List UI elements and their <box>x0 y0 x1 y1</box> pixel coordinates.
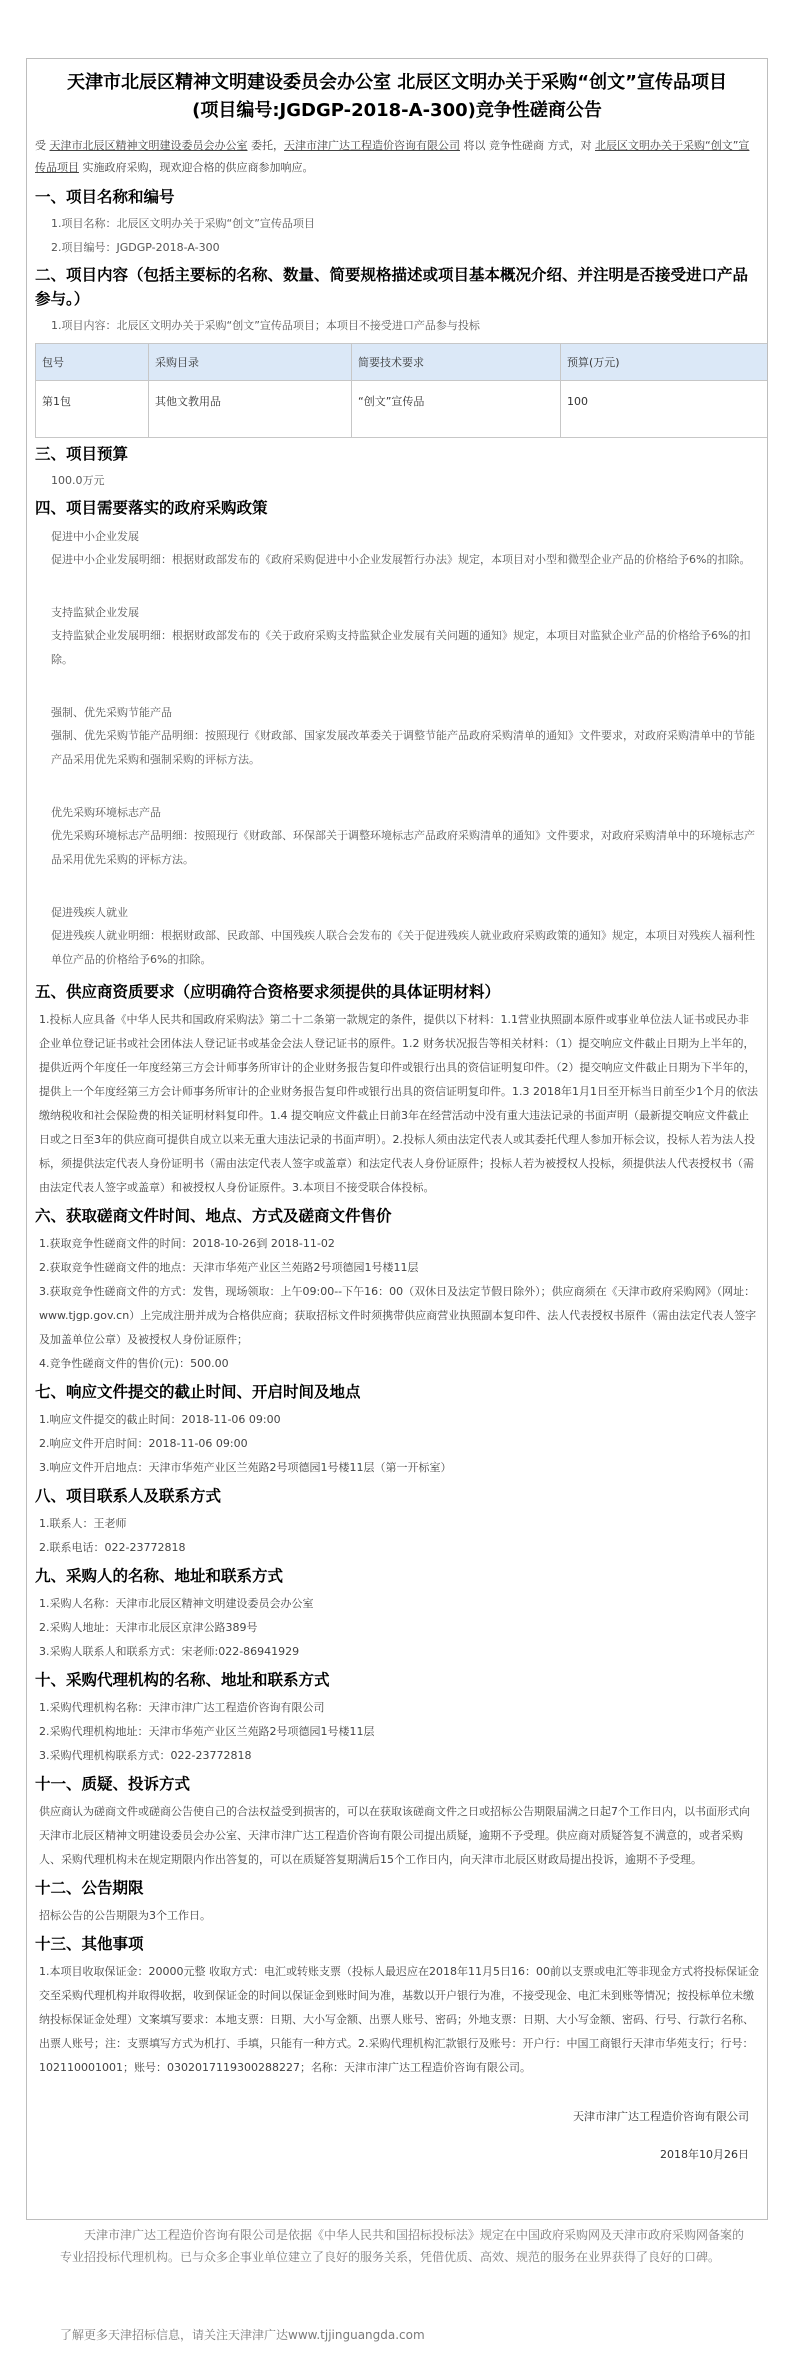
table-cell: 100 <box>561 381 769 438</box>
intro-text-2: 委托， <box>247 139 284 152</box>
other-matters: 1.本项目收取保证金：20000元整 收取方式：电汇或转账支票（投标人最迟应在2018年11月5日16：00前以支票或电汇等非现金方式将投标保证金交至采购代理机构并取得收据，收到保证金的时间以保证金到账时间为准，基数以开户银行为准，不接受现金、电汇未到账等情况；按投标单位未缴纳投标保证金处理）文案填写要求：本地支票：日期、大小写金额、出票人账号、密码；外地支票：日期、大小写金额、密码、行号、行款行名称、出票人账号；注：支票填写方式为机打、手填，只能有一种方式。2.采购代理机构汇款银行及账号：开户行：中国工商银行天津市华苑支行；行号：102110001001；账号：0302017119300288227；名称：天津市津广达工程造价咨询有限公司。 <box>39 1965 759 2074</box>
policy-detail: 促进残疾人就业明细：根据财政部、民政部、中国残疾人联合会发布的《关于促进残疾人就业政府采购政策的通知》规定，本项目对残疾人福利性单位产品的价格给予6%的扣除。 <box>51 929 755 966</box>
qualification-requirements: 1.投标人应具备《中华人民共和国政府采购法》第二十二条第一款规定的条件，提供以下材料：1.1营业执照副本原件或事业单位法人证书或民办非企业单位登记证书或社会团体法人登记证书或基金会法人登记证书的原件。1.2 财务状况报告等相关材料：（1）提交响应文件截止日期为上半年的，提供近两个年度任一年度经第三方会计师事务所审计的企业财务报告复印件或银行出具的资信证明复印件。（2）提交响应文件截止日期为下半年的，提供上一个年度经第三方会计师事务所审计的企业财务报告复印件或银行出具的资信证明复印件。1.3 2018年1月1日至开标当日前至少1个月的依法缴纳税收和社会保险费的相关证明材料复印件。1.4 提交响应文件截止日前3年在经营活动中没有重大违法记录的书面声明（最新提交响应文件截止日或之日至3年的供应商可提供自成立以来无重大违法记录的书面声明）。2.投标人须由法定代表人或其委托代理人参加开标会议，投标人若为法人投标，须提供法定代表人身份证明书（需由法定代表人签字或盖章）和法定代表人身份证原件；投标人若为被授权人投标，须提供法人代表授权书（需由法定代表人签字或盖章）和被授权人身份证原件。3.本项目不接受联合体投标。 <box>39 1013 758 1194</box>
project-code-line: 2.项目编号：JGDGP-2018-A-300 <box>51 241 220 254</box>
purchaser-address-line: 2.采购人地址：天津市北辰区京津公路389号 <box>39 1621 258 1634</box>
items-table <box>35 343 768 438</box>
section-heading: 十、采购代理机构的名称、地址和联系方式 <box>35 1671 330 1689</box>
policy-title: 促进中小企业发展 <box>51 530 139 543</box>
page-title <box>35 69 759 125</box>
section-heading: 五、供应商资质要求（应明确符合资格要求须提供的具体证明材料） <box>35 983 501 1001</box>
complaint-method: 供应商认为磋商文件或磋商公告使自己的合法权益受到损害的，可以在获取该磋商文件之日或招标公告期限届满之日起7个工作日内，以书面形式向天津市北辰区精神文明建设委员会办公室、天津市津广达工程造价咨询有限公司提出质疑，逾期不予受理。供应商对质疑答复不满意的，或者采购人、采购代理机构未在规定期限内作出答复的，可以在质疑答复期满后15个工作日内，向天津市北辰区财政局提出投诉，逾期不予受理。 <box>39 1805 750 1866</box>
website-promo: 了解更多天津招标信息，请关注天津津广达www.tjjinguangda.com <box>60 2328 425 2342</box>
project-name: 北辰区文明办关于采购“创文”宣传品项目 <box>35 139 750 174</box>
title-line-2: (项目编号:JGDGP-2018-A-300)竞争性磋商公告 <box>192 100 602 121</box>
table-header-cell: 简要技术要求 <box>352 344 561 381</box>
purchaser-name-line: 1.采购人名称：天津市北辰区精神文明建设委员会办公室 <box>39 1597 314 1610</box>
publish-date: 2018年10月26日 <box>660 2148 749 2161</box>
intro-text-3: 将以 竞争性磋商 方式，对 <box>460 139 595 152</box>
intro-text-4: 实施政府采购，现欢迎合格的供应商参加响应。 <box>79 161 314 174</box>
policy-title: 强制、优先采购节能产品 <box>51 706 172 719</box>
project-name-line: 1.项目名称：北辰区文明办关于采购“创文”宣传品项目 <box>51 217 315 230</box>
section-heading: 七、响应文件提交的截止时间、开启时间及地点 <box>35 1383 361 1401</box>
purchaser-name: 天津市北辰区精神文明建设委员会办公室 <box>49 139 248 152</box>
agency-name: 天津市津广达工程造价咨询有限公司 <box>284 139 460 152</box>
section-heading: 九、采购人的名称、地址和联系方式 <box>35 1567 284 1585</box>
company-footer: 天津市津广达工程造价咨询有限公司是依据《中华人民共和国招标投标法》规定在中国政府采购网及天津市政府采购网备案的专业招投标代理机构。已与众多企事业单位建立了良好的服务关系，凭借优质、高效、规范的服务在业界获得了良好的口碑。 <box>60 2228 745 2264</box>
section-heading: 六、获取磋商文件时间、地点、方式及磋商文件售价 <box>35 1207 392 1225</box>
table-cell: 其他文教用品 <box>149 381 352 438</box>
policy-detail: 支持监狱企业发展明细：根据财政部发布的《关于政府采购支持监狱企业发展有关问题的通知》规定，本项目对监狱企业产品的价格给予6%的扣除。 <box>51 629 751 666</box>
table-header-row <box>36 344 769 381</box>
table-row <box>36 381 769 438</box>
section-heading: 四、项目需要落实的政府采购政策 <box>35 499 268 517</box>
purchaser-contact-line: 3.采购人联系人和联系方式：宋老师:022-86941929 <box>39 1645 300 1658</box>
policy-detail: 优先采购环境标志产品明细：按照现行《财政部、环保部关于调整环境标志产品政府采购清单的通知》文件要求，对政府采购清单中的环境标志产品采用优先采购的评标方法。 <box>51 829 755 866</box>
policy-list <box>35 526 759 972</box>
intro-paragraph <box>35 135 759 179</box>
table-cell: 第1包 <box>36 381 149 438</box>
project-content-line: 1.项目内容：北辰区文明办关于采购“创文”宣传品项目；本项目不接受进口产品参与投标 <box>51 319 480 332</box>
policy-title: 支持监狱企业发展 <box>51 606 139 619</box>
policy-detail: 促进中小企业发展明细：根据财政部发布的《政府采购促进中小企业发展暂行办法》规定，本项目对小型和微型企业产品的价格给予6%的扣除。 <box>51 553 751 566</box>
signature: 天津市津广达工程造价咨询有限公司 <box>573 2110 749 2123</box>
section-heading: 八、项目联系人及联系方式 <box>35 1487 222 1505</box>
section-heading: 三、项目预算 <box>35 445 129 463</box>
document-acquisition-place: 2.获取竞争性磋商文件的地点：天津市华苑产业区兰苑路2号项德园1号楼11层 <box>39 1261 419 1274</box>
section-heading: 二、项目内容（包括主要标的名称、数量、简要规格描述或项目基本概况介绍、并注明是否接受进口产品参与。） <box>35 266 749 308</box>
section-heading: 十一、质疑、投诉方式 <box>35 1775 191 1793</box>
policy-title: 优先采购环境标志产品 <box>51 806 161 819</box>
agency-name-line: 1.采购代理机构名称：天津市津广达工程造价咨询有限公司 <box>39 1701 325 1714</box>
section-heading: 十二、公告期限 <box>35 1879 144 1897</box>
section-heading: 十三、其他事项 <box>35 1935 144 1953</box>
opening-place: 3.响应文件开启地点：天津市华苑产业区兰苑路2号项德园1号楼11层（第一开标室） <box>39 1461 452 1474</box>
document-acquisition-time: 1.获取竞争性磋商文件的时间：2018-10-26到 2018-11-02 <box>39 1237 335 1250</box>
agency-contact-line: 3.采购代理机构联系方式：022-23772818 <box>39 1749 252 1762</box>
table-cell: “创文”宣传品 <box>352 381 561 438</box>
table-header-cell: 包号 <box>36 344 149 381</box>
contact-person: 1.联系人：王老师 <box>39 1517 127 1530</box>
announcement-period: 招标公告的公告期限为3个工作日。 <box>39 1909 211 1922</box>
budget-value: 100.0万元 <box>51 474 105 487</box>
policy-detail: 强制、优先采购节能产品明细：按照现行《财政部、国家发展改革委关于调整节能产品政府采购清单的通知》文件要求，对政府采购清单中的节能产品采用优先采购和强制采购的评标方法。 <box>51 729 755 766</box>
title-line-1: 天津市北辰区精神文明建设委员会办公室 北辰区文明办关于采购“创文”宣传品项目 <box>67 72 727 93</box>
table-header-cell: 采购目录 <box>149 344 352 381</box>
opening-time: 2.响应文件开启时间：2018-11-06 09:00 <box>39 1437 248 1450</box>
announcement-document <box>26 58 768 2220</box>
submission-deadline: 1.响应文件提交的截止时间：2018-11-06 09:00 <box>39 1413 281 1426</box>
contact-phone: 2.联系电话：022-23772818 <box>39 1541 186 1554</box>
policy-title: 促进残疾人就业 <box>51 906 128 919</box>
agency-address-line: 2.采购代理机构地址：天津市华苑产业区兰苑路2号项德园1号楼11层 <box>39 1725 375 1738</box>
document-acquisition-method: 3.获取竞争性磋商文件的方式：发售，现场领取：上午09:00--下午16：00（双休日及法定节假日除外）；供应商须在《天津市政府采购网》（网址：www.tjgp.gov.cn）上完成注册并成为合格供应商；获取招标文件时须携带供应商营业执照副本复印件、法人代表授权书原件（需由法定代表人签字及加盖单位公章）及被授权人身份证原件； <box>39 1285 757 1346</box>
intro-text-1: 受 <box>35 139 50 152</box>
document-price: 4.竞争性磋商文件的售价(元)：500.00 <box>39 1357 229 1370</box>
section-heading: 一、项目名称和编号 <box>35 188 175 206</box>
table-header-cell: 预算(万元) <box>561 344 769 381</box>
